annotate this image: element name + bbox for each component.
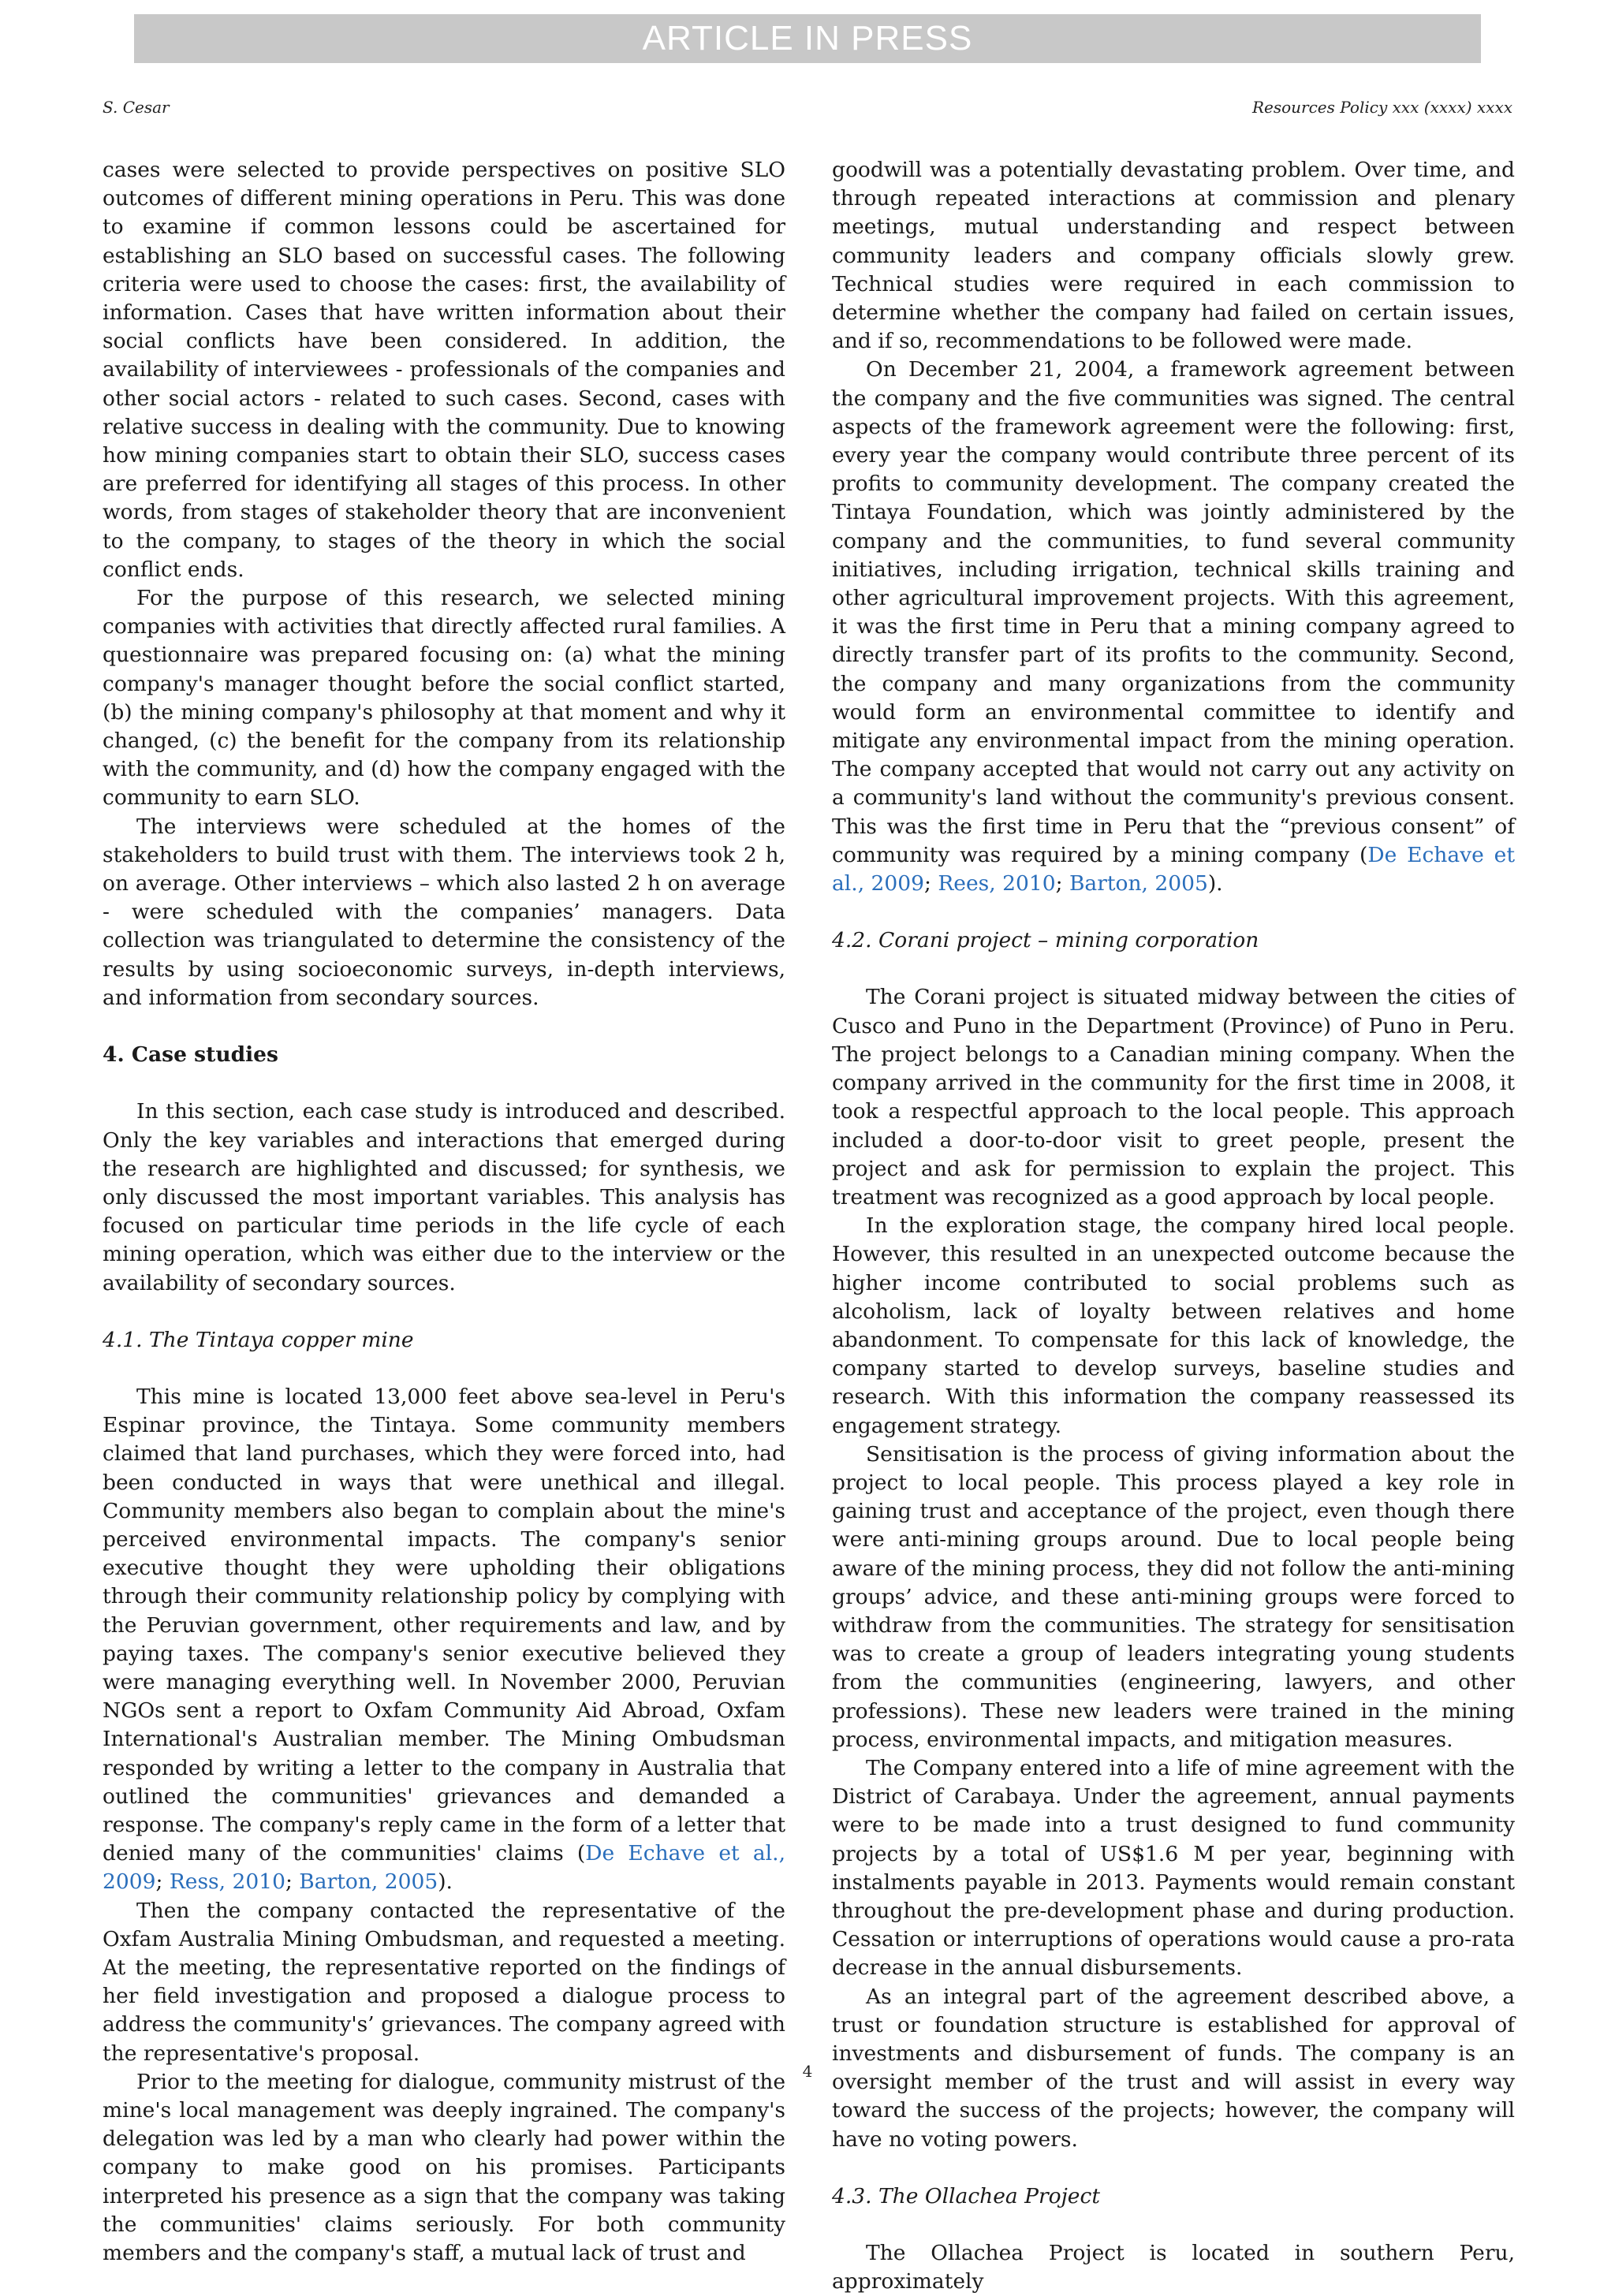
paragraph-end: ). [438,1869,453,1895]
paragraph: Prior to the meeting for dialogue, community mistrust of the mine's local management was deeply ingrained. The company's delegation was led by a man who clearly had power within the company to make good on his promises. Participants interpreted his presence as a sign that the company was taking the communities' claims seriously. For both community members and the company's staff, a mutual lack of trust and [103,2069,785,2266]
section-heading-case-studies: 4. Case studies [103,1042,278,1068]
citation-link[interactable]: Ress, 2010 [169,1869,285,1895]
paragraph: In this section, each case study is introduced and described. Only the key variables and interactions that emerged during the research are highlighted and discussed; for synthesis, we only discussed the most important variables. This analysis has focused on particular time periods in the life cycle of each mining operation, which was either due to the interview or the availability of secondary sources. [103,1099,785,1295]
paragraph: In the exploration stage, the company hired local people. However, this resulted in an unexpected outcome because the higher income contributed to social problems such as alcoholism, lack of loyalty between relatives and home abandonment. To compensate for this lack of knowledge, the company started to develop surveys, baseline studies and research. With this information the company reassessed its engagement strategy. [832,1213,1515,1438]
citation-link[interactable]: Barton, 2005 [299,1869,438,1895]
running-head-journal: Resources Policy xxx (xxxx) xxxx [1251,98,1512,117]
paragraph: For the purpose of this research, we selected mining companies with activities that directly affected rural families. A questionnaire was prepared focusing on: (a) what the mining company's manager thought before the social conflict started, (b) the mining company's philosophy at that moment and why it changed, (c) the benefit for the company from its relationship with the community, and (d) how the company engaged with the community to earn SLO. [103,586,785,811]
paragraph: The Corani project is situated midway between the cities of Cusco and Puno in the Department (Province) of Puno in Peru. The project belongs to a Canadian mining company. When the company arrived in the community for the first time in 2008, it took a respectful approach to the local people. This approach included a door-to-door visit to greet people, present the project and ask for permission to explain the project. This treatment was recognized as a good approach by local people. [832,985,1515,1210]
subsection-heading-corani: 4.2. Corani project – mining corporation [832,928,1259,953]
paragraph: Sensitisation is the process of giving information about the project to local people. This process played a key role in gaining trust and acceptance of the project, even though there were anti-mining groups around. Due to local people being aware of the mining process, they did not follow the anti-mining groups’ advice, and these anti-mining groups were forced to withdraw from the communities. The strategy for sensitisation was to create a group of leaders integrating young students from the communities (engineering, lawyers, and other professions). These new leaders were trained in the mining process, environmental impacts, and mitigation measures. [832,1441,1515,1752]
paragraph: goodwill was a potentially devastating problem. Over time, and through repeated interactions at commission and plenary meetings, mutual understanding and respect between community leaders and company officials slowly grew. Technical studies were required in each commission to determine whether the company had failed on certain issues, and if so, recommendations to be followed were made. [832,158,1515,354]
citation-link[interactable]: De Echave et al., 2009 [103,1841,785,1895]
citation-separator: ; [285,1869,300,1895]
paragraph-end: ). [1207,871,1223,896]
paragraph [103,1383,785,1897]
paragraph-text: On December 21, 2004, a framework agreement between the company and the five communities was signed. The central aspects of the framework agreement were the following: first, every year the company would contribute three percent of its profits to community development. The company created the Tintaya Foundation, which was jointly administered by the company and the communities, to fund several community initiatives, including irrigation, technical skills training and other agricultural improvement projects. With this agreement, it was the first time in Peru that a mining company agreed to directly transfer part of its profits to the community. Second, the company and many organizations from the community would form an environmental committee to identify and mitigate any environmental impact from the mining operation. The company accepted that would not carry out any activity on a community's land without the community's previous consent. This was the first time in Peru that the “previous consent” of community was required by a mining company ( [832,357,1515,867]
citation-link[interactable]: Barton, 2005 [1069,871,1208,896]
citation-separator: ; [155,1869,170,1895]
right-column [832,156,1515,2296]
citation-link[interactable]: De Echave et al., 2009 [832,842,1515,896]
subsection-heading-tintaya: 4.1. The Tintaya copper mine [103,1327,414,1352]
citation-separator: ; [924,871,938,896]
paragraph [832,356,1515,898]
paragraph: As an integral part of the agreement described above, a trust or foundation structure is established for approval of investments and disbursement of funds. The company is an oversight member of the trust and will assist in every way toward the success of the projects; however, the company will have no voting powers. [832,1984,1515,2152]
citation-separator: ; [1055,871,1069,896]
paragraph: cases were selected to provide perspectives on positive SLO outcomes of different mining operations in Peru. This was done to examine if common lessons could be ascertained for establishing an SLO based on successful cases. The following criteria were used to choose the cases: first, the availability of information. Cases that have written information about their social conflicts have been considered. In addition, the availability of interviewees - professionals of the companies and other social actors - related to such cases. Second, cases with relative success in dealing with the community. Due to knowing how mining companies start to obtain their SLO, success cases are preferred for identifying all stages of this process. In other words, from stages of stakeholder theory that are inconvenient to the company, to stages of the theory in which the social conflict ends. [103,158,785,582]
paragraph: The interviews were scheduled at the homes of the stakeholders to build trust with them. The interviews took 2 h, on average. Other interviews – which also lasted 2 h on average - were scheduled with the companies’ managers. Data collection was triangulated to determine the consistency of the results by using socioeconomic surveys, in-depth interviews, and information from secondary sources. [103,814,785,1010]
subsection-heading-ollachea: 4.3. The Ollachea Project [832,2183,1100,2208]
left-column [103,156,785,2268]
citation-link[interactable]: Rees, 2010 [938,871,1056,896]
page-number: 4 [802,2062,813,2081]
paragraph: The Company entered into a life of mine agreement with the District of Carabaya. Under the agreement, annual payments were to be made into a trust designed to fund community projects by a total of US$1.6 M per year, beginning with instalments payable in 2013. Payments would remain constant throughout the pre-development phase and during production. Cessation or interruptions of operations would cause a pro-rata decrease in the annual disbursements. [832,1755,1515,1981]
paragraph-text: This mine is located 13,000 feet above sea-level in Peru's Espinar province, the Tintaya. Some community members claimed that land purchases, which they were forced into, had been conducted in ways that were unethical and illegal. Community members also began to complain about the mine's perceived environmental impacts. The company's senior executive thought they were upholding their obligations through their community relationship policy by complying with the Peruvian government, other requirements and law, and by paying taxes. The company's senior executive believed they were managing everything well. In November 2000, Peruvian NGOs sent a report to Oxfam Community Aid Abroad, Oxfam International's Australian member. The Mining Ombudsman responded by writing a letter to the company in Australia that outlined the communities' grievances and demanded a response. The company's reply came in the form of a letter that denied many of the communities' claims ( [103,1384,785,1866]
running-head-author: S. Cesar [103,98,170,117]
paragraph: Then the company contacted the representative of the Oxfam Australia Mining Ombudsman, and requested a meeting. At the meeting, the representative reported on the findings of her field investigation and proposed a dialogue process to address the community's’ grievances. The company agreed with the representative's proposal. [103,1898,785,2066]
article-in-press-banner: ARTICLE IN PRESS [134,14,1481,63]
paragraph: The Ollachea Project is located in southern Peru, approximately [832,2241,1515,2294]
